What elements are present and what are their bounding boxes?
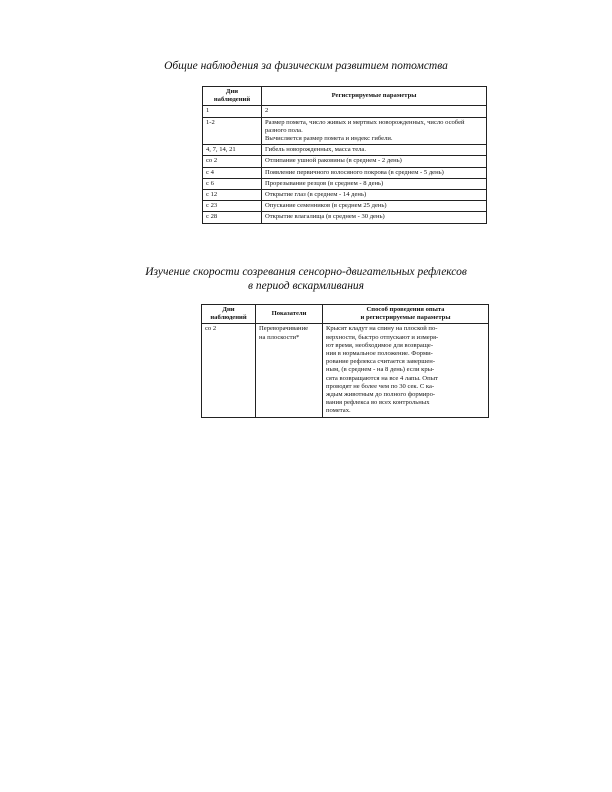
table-row	[203, 178, 487, 189]
table-cell: Открытие влагалища (в среднем - 30 день)	[262, 212, 487, 223]
table-cell: со 2	[202, 324, 256, 417]
reflex-maturation-table	[201, 304, 489, 418]
table-cell: 2	[262, 106, 487, 117]
section2-title-line1: Изучение скорости созревания сенсорно-двигательных рефлексов	[145, 266, 467, 278]
table-cell: Прорезывание резцов (в среднем - 8 день)	[262, 178, 487, 189]
header-parameters: Регистрируемые параметры	[262, 87, 487, 106]
table-header-row	[203, 87, 487, 106]
table-cell: Отлипание ушной раковины (в среднем - 2 день)	[262, 156, 487, 167]
table-cell: Опускание семенников (в среднем 25 день)	[262, 201, 487, 212]
table-row	[203, 167, 487, 178]
table-cell: с 4	[203, 167, 262, 178]
physical-development-table-body	[203, 106, 487, 223]
table-cell: 1	[203, 106, 262, 117]
header-indicators: Показатели	[256, 305, 323, 324]
table-cell: Открытие глаз (в среднем - 14 день)	[262, 190, 487, 201]
physical-development-table	[202, 86, 487, 224]
table-cell: 1-2	[203, 117, 262, 145]
table-row	[203, 117, 487, 145]
table-cell: с 12	[203, 190, 262, 201]
table-cell: 4, 7, 14, 21	[203, 145, 262, 156]
table-cell: Гибель новорожденных, масса тела.	[262, 145, 487, 156]
table-row	[203, 212, 487, 223]
table-cell: с 23	[203, 201, 262, 212]
table-header-row	[202, 305, 489, 324]
table-cell: Крысят кладут на спину на плоской по- верхности, быстро отпускают и измеря- ют время, необходимое для возвраще- ния в нормальное положение. Форми- рование рефлекса считается завершен- ным, (в среднем - на 8 день) если кры- сята возвращаются на все 4 лапы. Опыт проводят не более чем по 30 сек. С ка- ждым животным до полного формиро- вания рефлекса во всех контрольных пометах.	[323, 324, 489, 417]
table-row	[203, 190, 487, 201]
table-row	[203, 156, 487, 167]
table-row	[203, 106, 487, 117]
reflex-maturation-table-body	[202, 324, 489, 417]
header-days: Дни наблюдений	[203, 87, 262, 106]
table-cell: Размер помета, число живых и мертвых новорожденных, число особей разного пола. Вычисляется размер помета и индекс гибели.	[262, 117, 487, 145]
section2-title-line2: в период вскармливания	[247, 280, 365, 292]
table-row	[203, 201, 487, 212]
header-method: Способ проведения опыта и регистрируемые параметры	[323, 305, 489, 324]
table-cell: с 28	[203, 212, 262, 223]
table-row	[202, 324, 489, 417]
table-cell: Переворачивание на плоскости*	[256, 324, 323, 417]
table-cell: с 6	[203, 178, 262, 189]
header-days: Дни наблюдений	[202, 305, 256, 324]
section1-title: Общие наблюдения за физическим развитием потомства	[164, 60, 448, 72]
table-row	[203, 145, 487, 156]
table-cell: Появление первичного волосяного покрова (в среднем - 5 день)	[262, 167, 487, 178]
table-cell: со 2	[203, 156, 262, 167]
